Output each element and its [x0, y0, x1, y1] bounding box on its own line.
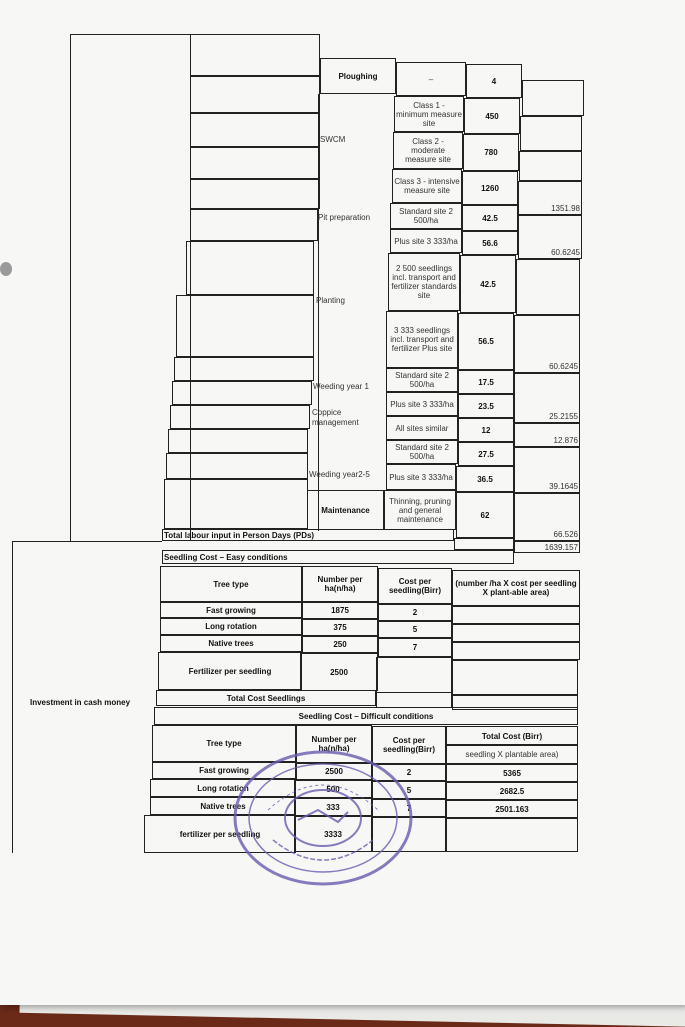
difficult-row-total: 2682.5: [446, 782, 578, 800]
empty-cell: [186, 241, 314, 295]
type-pit-plus: Plus site 3 333/ha: [390, 229, 462, 253]
easy-row-cost: [376, 657, 452, 693]
easy-row-total: [452, 660, 578, 696]
activity-maintenance: Maintenance: [308, 490, 384, 530]
total-labour-value: 1639.157: [514, 541, 580, 553]
type-swcm-class3: Class 3 - intensive measure site: [392, 169, 462, 203]
difficult-title: Seedling Cost – Difficult conditions: [154, 707, 578, 725]
frame-line: [70, 34, 71, 541]
difficult-row-total: 2501.163: [446, 800, 578, 818]
type-planting-a: 2 500 seedlings incl. transport and fertilizer standards site: [388, 253, 460, 311]
easy-header-total: (number /ha X cost per seedling X plant-able area): [452, 570, 580, 606]
pd-swcm-class2: 780: [463, 134, 519, 171]
empty-cell: [520, 116, 582, 151]
empty-cell: [164, 479, 308, 529]
total-weeding-2-5: 39.1645: [514, 447, 580, 493]
type-coppice: All sites similar: [386, 416, 458, 440]
column-line: [318, 94, 319, 531]
pd-pit-plus: 56.6: [462, 231, 518, 255]
pd-planting-b: 56.5: [458, 313, 514, 370]
easy-row-type: Fast growing: [160, 602, 302, 618]
type-weeding2-plus: Plus site 3 333/ha: [386, 464, 456, 490]
pd-planting-a: 42.5: [460, 255, 516, 313]
activity-pit-preparation: Pit preparation: [318, 213, 371, 222]
empty-cell: [522, 80, 584, 116]
empty-cell: [190, 113, 320, 147]
total-swcm: 1351.98: [518, 181, 582, 215]
type-weeding1-standard: Standard site 2 500/ha: [386, 368, 458, 392]
total-pit-preparation: 60.6245: [518, 215, 582, 259]
type-pit-standard: Standard site 2 500/ha: [390, 203, 462, 229]
pd-weeding1-plus: 23.5: [458, 394, 514, 418]
type-maintenance: Thinning, pruning and general maintenance: [384, 490, 456, 530]
easy-row-number: 1875: [302, 602, 378, 619]
pd-coppice: 12: [458, 418, 514, 442]
easy-row-number: 2500: [300, 653, 378, 691]
total-planting: 60.6245: [514, 315, 580, 373]
pd-swcm-class3: 1260: [462, 171, 518, 205]
easy-row-type: Native trees: [160, 635, 302, 652]
empty-cell: [170, 405, 310, 429]
empty-cell: [168, 429, 308, 453]
activity-weeding-1: Weeding year 1: [313, 382, 369, 391]
empty-cell: [454, 538, 514, 550]
type-weeding2-standard: Standard site 2 500/ha: [386, 440, 458, 464]
activity-swcm: SWCM: [320, 135, 346, 144]
type-swcm-class2: Class 2 - moderate measure site: [393, 132, 463, 169]
easy-row-number: 250: [302, 636, 378, 653]
empty-cell: [190, 209, 318, 241]
activity-weeding-2-5: Weeding year2-5: [309, 470, 370, 479]
activity-coppice: Coppice management: [312, 408, 359, 427]
type-ploughing: –: [396, 62, 466, 96]
pd-maintenance: 62: [456, 492, 514, 538]
difficult-row-cost: [372, 817, 446, 852]
easy-title: Seedling Cost – Easy conditions: [162, 550, 514, 564]
difficult-row-number: 500: [294, 780, 372, 798]
difficult-header-formula: seedling X plantable area): [446, 744, 578, 764]
difficult-row-type: Long rotation: [150, 779, 296, 797]
difficult-header-cost: Cost per seedling(Birr): [372, 726, 446, 764]
easy-row-cost: 2: [378, 604, 452, 621]
easy-row-cost: 5: [378, 621, 452, 638]
difficult-header-number: Number per ha(n/ha): [296, 725, 372, 763]
empty-cell: [174, 357, 314, 381]
difficult-row-type: fertilizer per seedling: [144, 815, 296, 853]
difficult-row-total: [446, 818, 578, 852]
empty-cell: [190, 76, 320, 113]
easy-total-label: Total Cost Seedlings: [156, 690, 376, 706]
activity-ploughing: Ploughing: [320, 58, 396, 94]
type-swcm-class1: Class 1 - minimum measure site: [394, 96, 464, 132]
pd-swcm-class1: 450: [464, 98, 520, 134]
difficult-header-total: Total Cost (Birr): [446, 726, 578, 746]
empty-cell: [190, 179, 320, 209]
easy-row-total: [452, 642, 580, 660]
difficult-row-number: 3333: [294, 816, 372, 852]
pd-weeding2-standard: 27.5: [458, 442, 514, 466]
difficult-row-total: 5365: [446, 764, 578, 782]
easy-row-total: [452, 624, 580, 642]
empty-cell: [172, 381, 312, 405]
easy-row-cost: 7: [378, 638, 452, 657]
difficult-row-number: 2500: [296, 763, 372, 780]
empty-cell: [519, 151, 582, 181]
investment-column: [12, 541, 162, 853]
empty-cell: [516, 259, 580, 315]
total-coppice: 12.876: [514, 423, 580, 447]
investment-label: Investment in cash money: [30, 698, 131, 707]
empty-cell: [166, 453, 308, 479]
type-planting-b: 3 333 seedlings incl. transport and fertilizer Plus site: [386, 311, 458, 368]
empty-cell: [190, 147, 320, 179]
pd-weeding1-standard: 17.5: [458, 370, 514, 394]
difficult-row-cost: 7: [372, 799, 446, 817]
empty-cell: [376, 692, 452, 708]
difficult-row-cost: 5: [372, 781, 446, 799]
difficult-header-tree-type: Tree type: [152, 725, 296, 762]
pd-weeding2-plus: 36.5: [456, 466, 514, 492]
easy-row-number: 375: [302, 619, 378, 636]
easy-header-number: Number per ha(n/ha): [302, 566, 378, 602]
activity-planting: Planting: [316, 296, 345, 305]
difficult-row-number: 333: [294, 798, 372, 816]
easy-row-total: [452, 606, 580, 624]
difficult-row-cost: 2: [372, 764, 446, 781]
difficult-row-type: Fast growing: [152, 762, 296, 779]
easy-header-cost: Cost per seedling(Birr): [378, 568, 452, 604]
easy-row-type: Long rotation: [160, 618, 302, 635]
difficult-row-type: Native trees: [150, 797, 296, 815]
easy-header-tree-type: Tree type: [160, 566, 302, 602]
frame-line: [70, 34, 190, 35]
total-weeding-1: 25.2155: [514, 373, 580, 423]
pd-ploughing: 4: [466, 64, 522, 98]
type-weeding1-plus: Plus site 3 333/ha: [386, 392, 458, 416]
empty-cell: [176, 295, 314, 357]
pd-pit-standard: 42.5: [462, 205, 518, 231]
total-maintenance: 66.526: [514, 493, 580, 541]
empty-cell: [190, 34, 320, 76]
easy-row-type: Fertilizer per seedling: [158, 652, 302, 690]
total-labour-label: Total labour input in Person Days (PDs): [162, 529, 454, 541]
